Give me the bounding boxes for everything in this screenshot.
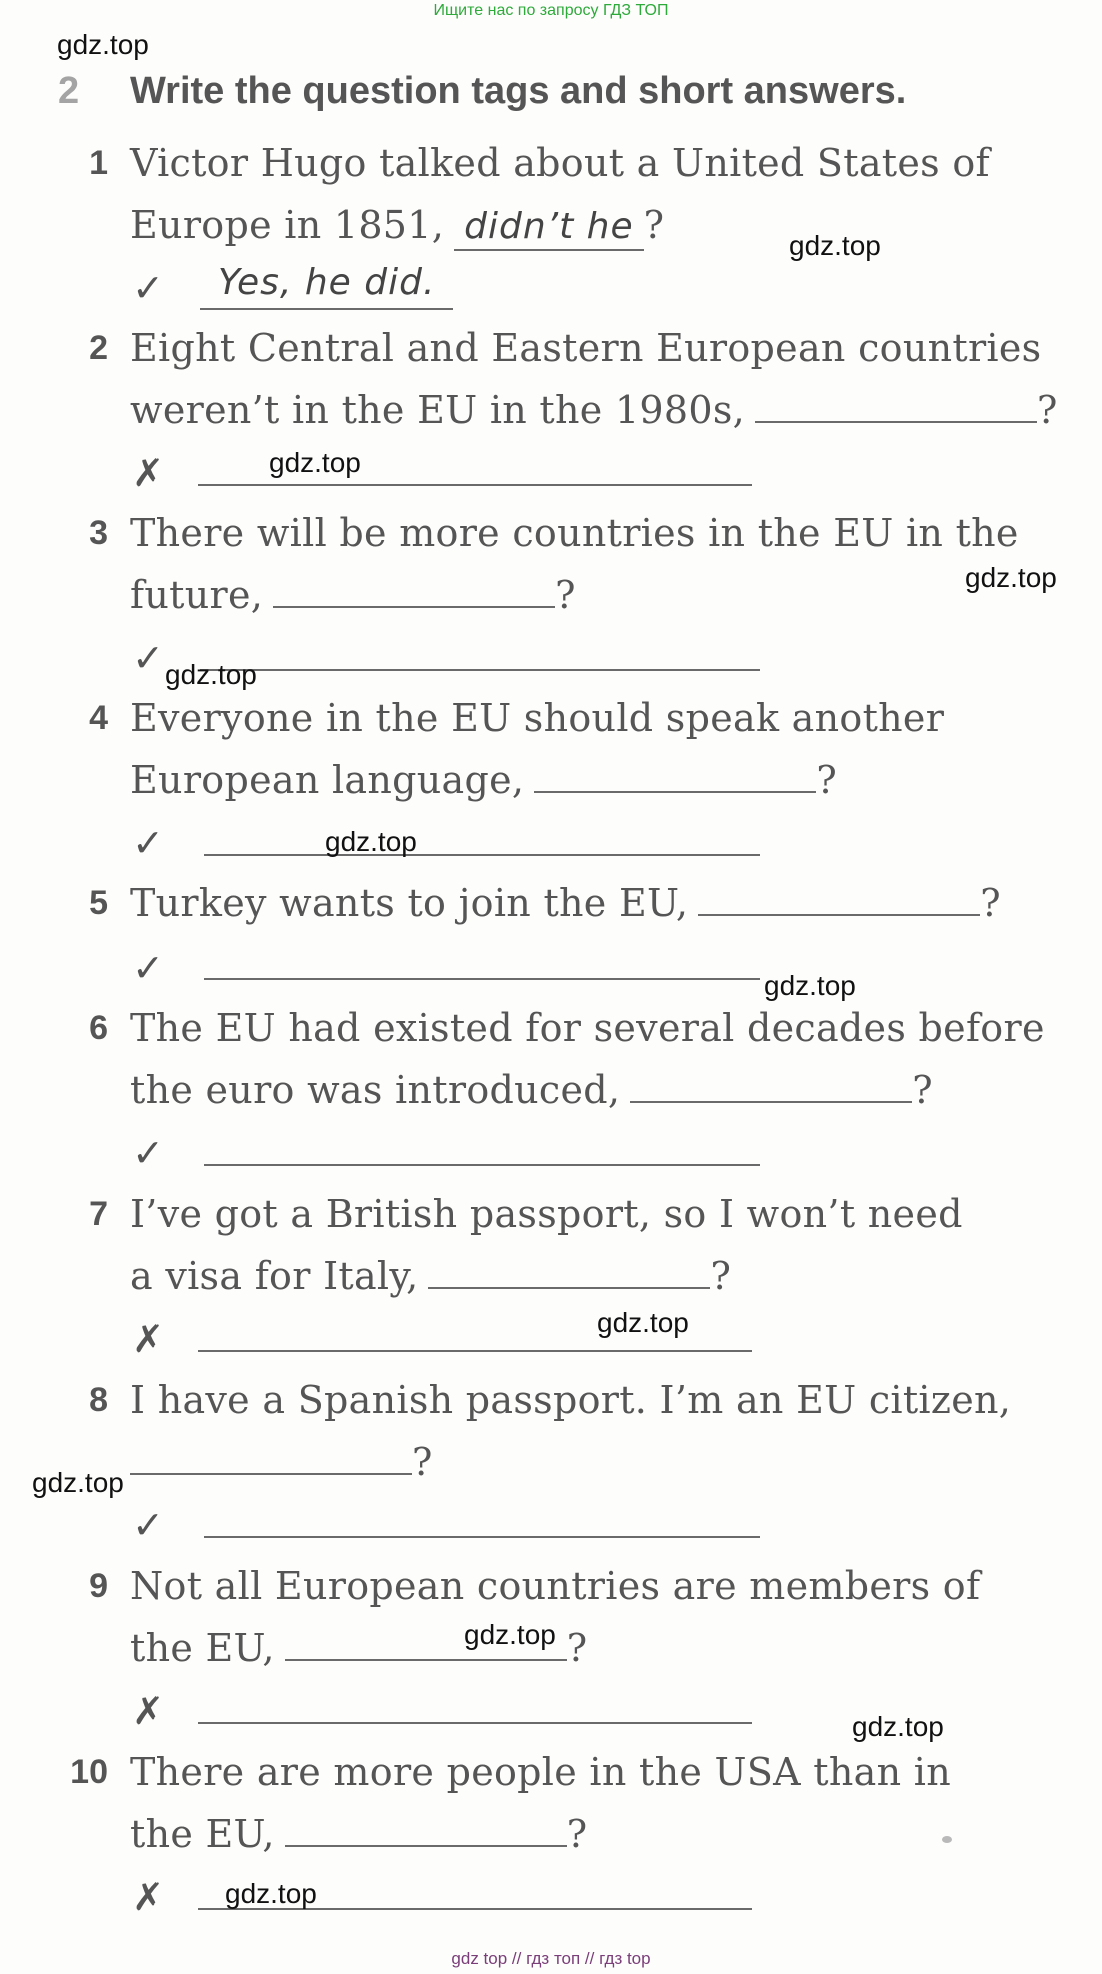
item-text: the EU, xyxy=(130,1812,275,1856)
item-text: future, xyxy=(130,573,264,617)
item-9-line-1: Not all European countries are members of xyxy=(130,1564,981,1608)
false-cross-mark: ✗ xyxy=(132,1317,164,1361)
watermark: gdz.top xyxy=(325,826,417,857)
question-tag-blank[interactable] xyxy=(285,1811,567,1847)
question-mark: ? xyxy=(566,1626,588,1670)
question-tag-blank[interactable] xyxy=(755,387,1037,423)
short-answer-blank[interactable] xyxy=(204,1536,760,1538)
item-number: 4 xyxy=(89,699,108,737)
watermark: gdz.top xyxy=(57,29,149,60)
item-text: Europe in 1851, xyxy=(130,203,445,247)
item-number: 3 xyxy=(89,514,108,552)
watermark: gdz.top xyxy=(789,230,881,261)
footer-links[interactable]: gdz top // гдз топ // гдз top xyxy=(451,1949,651,1968)
item-text: the EU, xyxy=(130,1626,275,1670)
short-answer-blank[interactable] xyxy=(204,1164,760,1166)
exercise-heading xyxy=(58,66,906,116)
question-mark: ? xyxy=(816,758,837,802)
question-tag-blank[interactable] xyxy=(428,1253,710,1289)
item-5-line-1 xyxy=(130,873,1001,933)
item-1-line-2 xyxy=(130,195,664,255)
true-check-mark: ✓ xyxy=(132,821,164,865)
question-mark: ? xyxy=(710,1254,732,1298)
watermark: gdz.top xyxy=(225,1878,317,1909)
question-mark: ? xyxy=(1037,388,1058,432)
question-mark: ? xyxy=(643,203,665,247)
item-number: 1 xyxy=(89,144,108,182)
watermark: gdz.top xyxy=(764,970,856,1001)
question-tag-blank[interactable] xyxy=(273,572,555,608)
item-7-line-1: I’ve got a British passport, so I won’t need xyxy=(130,1192,963,1236)
item-number: 2 xyxy=(89,329,108,367)
item-number: 9 xyxy=(89,1567,108,1605)
item-number: 6 xyxy=(89,1009,108,1047)
item-number: 5 xyxy=(89,884,108,922)
watermark: gdz.top xyxy=(597,1307,689,1338)
watermark: gdz.top xyxy=(32,1467,124,1498)
item-8-line-2 xyxy=(130,1432,433,1492)
short-answer-blank[interactable] xyxy=(204,854,760,856)
item-6-line-1: The EU had existed for several decades before xyxy=(130,1006,1045,1050)
item-10-line-1: There are more people in the USA than in xyxy=(130,1750,951,1794)
watermark: gdz.top xyxy=(965,562,1057,593)
item-text: a visa for Italy, xyxy=(130,1254,419,1298)
item-1-line-1: Victor Hugo talked about a United States of xyxy=(130,141,990,185)
true-check-mark: ✓ xyxy=(132,266,164,310)
item-text: Turkey wants to join the EU, xyxy=(130,881,689,925)
question-mark: ? xyxy=(412,1440,433,1484)
watermark: gdz.top xyxy=(269,447,361,478)
question-tag-blank[interactable] xyxy=(534,757,816,793)
item-4-line-1: Everyone in the EU should speak another xyxy=(130,696,945,740)
short-answer-blank[interactable] xyxy=(198,1350,752,1352)
short-answer-blank[interactable] xyxy=(198,484,752,486)
item-4-line-2 xyxy=(130,750,837,810)
exercise-number: 2 xyxy=(58,70,80,112)
item-text: European language, xyxy=(130,758,525,802)
top-banner[interactable]: Ищите нас по запросу ГДЗ ТОП xyxy=(433,2,669,19)
item-3-line-1: There will be more countries in the EU in the xyxy=(130,511,1019,555)
item-number: 10 xyxy=(70,1753,108,1791)
question-mark: ? xyxy=(912,1068,933,1112)
question-tag-blank[interactable] xyxy=(630,1067,912,1103)
true-check-mark: ✓ xyxy=(132,946,164,990)
short-answer-blank[interactable] xyxy=(204,978,760,980)
item-2-line-2 xyxy=(130,380,1058,440)
watermark: gdz.top xyxy=(165,659,257,690)
short-answer[interactable]: Yes, he did. xyxy=(200,258,453,310)
true-check-mark: ✓ xyxy=(132,636,164,680)
item-number: 8 xyxy=(89,1381,108,1419)
false-cross-mark: ✗ xyxy=(132,1689,164,1733)
question-mark: ? xyxy=(980,881,1001,925)
question-tag-blank[interactable] xyxy=(698,880,980,916)
item-3-line-2 xyxy=(130,565,576,625)
false-cross-mark: ✗ xyxy=(132,451,164,495)
false-cross-mark: ✗ xyxy=(132,1875,164,1919)
item-2-line-1: Eight Central and Eastern European countries xyxy=(130,326,1042,370)
watermark: gdz.top xyxy=(852,1711,944,1742)
watermark: gdz.top xyxy=(464,1619,556,1650)
question-mark: ? xyxy=(566,1812,588,1856)
page-speck xyxy=(942,1836,952,1843)
item-6-line-2 xyxy=(130,1060,933,1120)
item-text: the euro was introduced, xyxy=(130,1068,621,1112)
item-8-line-1: I have a Spanish passport. I’m an EU citizen, xyxy=(130,1378,1012,1422)
item-text: weren’t in the EU in the 1980s, xyxy=(130,388,746,432)
exercise-instruction: Write the question tags and short answers. xyxy=(130,70,907,112)
item-10-line-2 xyxy=(130,1804,587,1864)
true-check-mark: ✓ xyxy=(132,1503,164,1547)
item-7-line-2 xyxy=(130,1246,731,1306)
question-tag-answer[interactable]: didn’t he xyxy=(454,205,644,251)
true-check-mark: ✓ xyxy=(132,1131,164,1175)
question-mark: ? xyxy=(555,573,576,617)
short-answer-blank[interactable] xyxy=(198,1722,752,1724)
item-number: 7 xyxy=(89,1195,108,1233)
short-answer-blank[interactable] xyxy=(200,669,760,671)
question-tag-blank[interactable] xyxy=(130,1439,412,1475)
